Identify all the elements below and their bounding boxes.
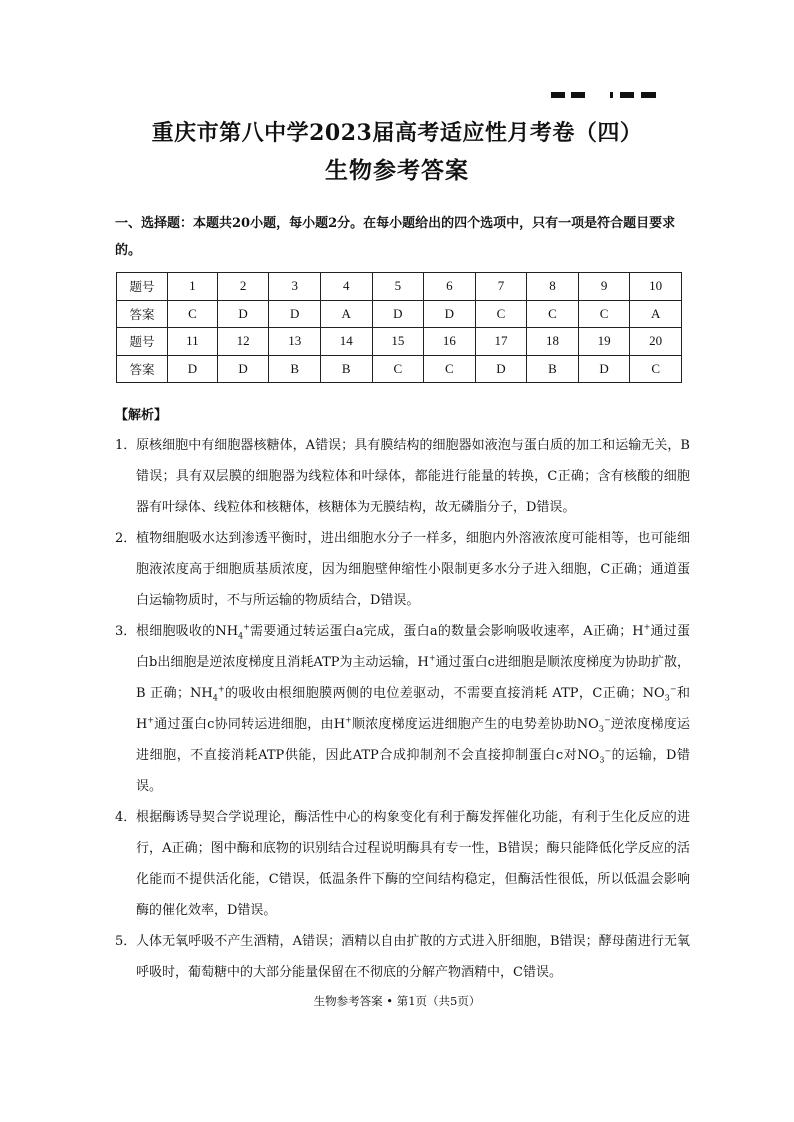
table-row-header: 答案 [117, 300, 168, 328]
table-cell: D [269, 300, 321, 328]
table-cell: 2 [217, 273, 269, 301]
item-text: 人体无氧呼吸不产生酒精，A错误；酒精以自由扩散的方式进入肝细胞，B错误；酵母菌进行无氧呼吸时，葡萄糖中的大部分能量保留在不彻底的分解产物酒精中，C错误。 [136, 934, 690, 980]
item-number: 3． [115, 624, 137, 639]
table-cell: 10 [630, 273, 682, 301]
table-cell: 20 [630, 328, 682, 356]
item-number: 5． [115, 934, 137, 949]
document-title: 重庆市第八中学2023届高考适应性月考卷（四） [151, 120, 643, 146]
table-cell: 5 [372, 273, 424, 301]
table-cell: 9 [578, 273, 630, 301]
table-cell: B [269, 355, 321, 383]
analysis-item [115, 523, 690, 616]
analysis-list [115, 430, 690, 988]
analysis-item [115, 430, 690, 523]
answer-table [116, 272, 682, 383]
table-cell: C [630, 355, 682, 383]
item-text: 原核细胞中有细胞器核糖体，A错误；具有膜结构的细胞器如液泡与蛋白质的加工和运输无关，B错误；具有双层膜的细胞器为线粒体和叶绿体，都能进行能量的转换，C正确；含有核酸的细胞器有叶绿体、线粒体和核糖体，核糖体为无膜结构，故无磷脂分子，D错误。 [136, 438, 690, 515]
section-intro: 一、选择题：本题共20小题，每小题2分。在每小题给出的四个选项中，只有一项是符合题目要求的。 [115, 216, 676, 258]
table-cell: D [475, 355, 527, 383]
page-footer: 生物参考答案 • 第1页（共5页） [313, 994, 481, 1008]
table-cell: D [168, 355, 218, 383]
table-cell: A [320, 300, 372, 328]
item-number: 4． [115, 810, 137, 825]
table-cell: 1 [168, 273, 218, 301]
table-cell: D [372, 300, 424, 328]
table-cell: 4 [320, 273, 372, 301]
table-cell: 17 [475, 328, 527, 356]
table-cell: B [320, 355, 372, 383]
table-cell: C [527, 300, 579, 328]
table-cell: 15 [372, 328, 424, 356]
table-row [117, 273, 682, 301]
table-cell: C [424, 355, 476, 383]
item-text: 植物细胞吸水达到渗透平衡时，进出细胞水分子一样多，细胞内外溶液浓度可能相等，也可能细胞液浓度高于细胞质基质浓度，因为细胞壁伸缩性小限制更多水分子进入细胞，C正确；通道蛋白运输物质时，不与所运输的物质结合，D错误。 [136, 531, 690, 608]
table-cell: D [217, 300, 269, 328]
table-cell: D [217, 355, 269, 383]
table-cell: A [630, 300, 682, 328]
table-cell: C [475, 300, 527, 328]
table-cell: 19 [578, 328, 630, 356]
table-cell: D [424, 300, 476, 328]
item-number: 1． [115, 438, 137, 453]
table-row-header: 题号 [117, 273, 168, 301]
table-cell: 11 [168, 328, 218, 356]
table-cell: 6 [424, 273, 476, 301]
table-cell: 16 [424, 328, 476, 356]
table-cell: 14 [320, 328, 372, 356]
item-number: 2． [115, 531, 137, 546]
table-cell: 3 [269, 273, 321, 301]
print-marks [551, 92, 661, 100]
table-cell: D [578, 355, 630, 383]
table-row [117, 300, 682, 328]
analysis-item [115, 616, 690, 802]
item-text: 根细胞吸收的$NH_4^+$需要通过转运蛋白a完成，蛋白a的数量会影响吸收速率，A正确；H+通过蛋白b出细胞是逆浓度梯度且消耗ATP为主动运输，H+通过蛋白c进细胞是顺浓度梯度为协助扩散，B 正确；$NH_4^+$的吸收由根细胞膜两侧的电位差驱动，不需要直接消耗 ATP，C正确；$NO_3^-$和H+通过蛋白c协同转运进细胞，由H+顺浓度梯度运进细胞产生的电势差协助$NO_3^-$逆浓度梯度运进细胞，不直接消耗ATP供能，因此ATP合成抑制剂不会直接抑制蛋白c对$NO_3^-$的运输，D错误。 [136, 622, 690, 794]
analysis-item [115, 926, 690, 988]
table-row-header: 题号 [117, 328, 168, 356]
table-row-header: 答案 [117, 355, 168, 383]
table-cell: 8 [527, 273, 579, 301]
table-row [117, 328, 682, 356]
table-cell: 7 [475, 273, 527, 301]
document-subtitle: 生物参考答案 [325, 157, 469, 184]
table-cell: C [168, 300, 218, 328]
analysis-item [115, 802, 690, 926]
table-cell: C [372, 355, 424, 383]
table-cell: 18 [527, 328, 579, 356]
table-row [117, 355, 682, 383]
item-text: 根据酶诱导契合学说理论，酶活性中心的构象变化有利于酶发挥催化功能，有利于生化反应的进行，A正确；图中酶和底物的识别结合过程说明酶具有专一性，B错误；酶只能降低化学反应的活化能而不提供活化能，C错误，低温条件下酶的空间结构稳定，但酶活性很低，所以低温会影响酶的催化效率，D错误。 [136, 810, 690, 918]
table-cell: 13 [269, 328, 321, 356]
table-cell: C [578, 300, 630, 328]
table-cell: 12 [217, 328, 269, 356]
analysis-heading: 【解析】 [115, 408, 168, 423]
table-cell: B [527, 355, 579, 383]
